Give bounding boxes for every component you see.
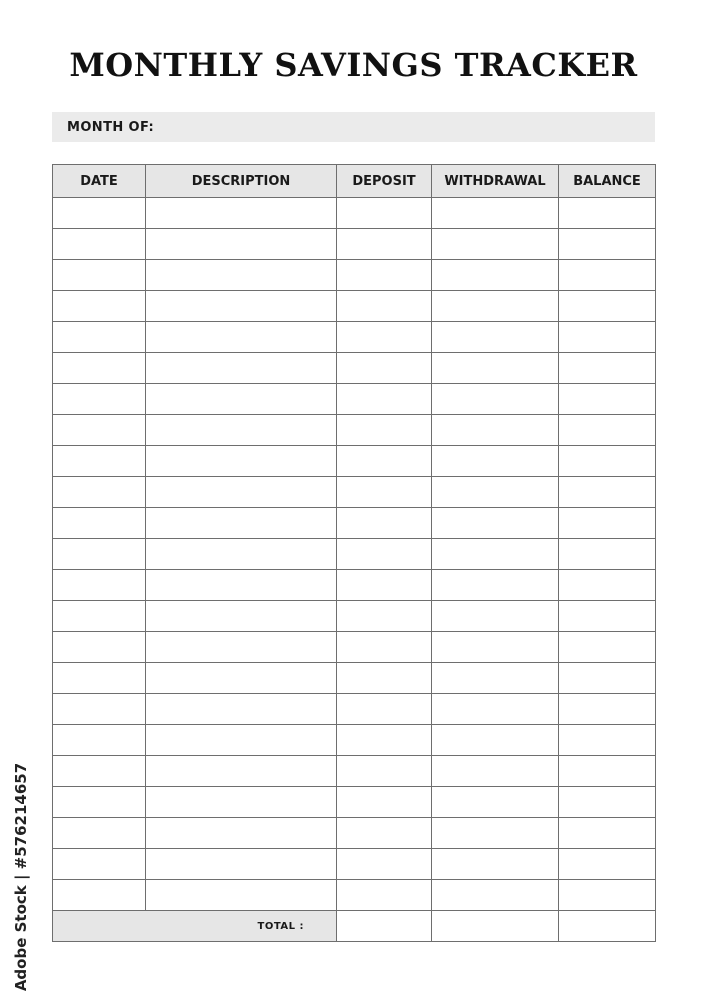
deposit-cell[interactable] — [337, 849, 432, 880]
date-cell[interactable] — [53, 632, 146, 663]
balance-cell[interactable] — [559, 353, 656, 384]
total-label: TOTAL : — [53, 911, 337, 942]
table-row — [53, 601, 656, 632]
date-cell[interactable] — [53, 601, 146, 632]
balance-cell[interactable] — [559, 632, 656, 663]
date-cell[interactable] — [53, 477, 146, 508]
date-cell[interactable] — [53, 446, 146, 477]
balance-cell[interactable] — [559, 477, 656, 508]
date-cell[interactable] — [53, 229, 146, 260]
stock-id-label — [10, 762, 32, 992]
date-cell[interactable] — [53, 415, 146, 446]
table-row — [53, 508, 656, 539]
withdrawal-cell[interactable] — [432, 694, 559, 725]
date-cell[interactable] — [53, 694, 146, 725]
date-cell[interactable] — [53, 508, 146, 539]
balance-cell[interactable] — [559, 384, 656, 415]
description-cell[interactable] — [146, 260, 337, 291]
date-cell[interactable] — [53, 384, 146, 415]
description-cell[interactable] — [146, 508, 337, 539]
date-cell[interactable] — [53, 663, 146, 694]
description-cell[interactable] — [146, 601, 337, 632]
balance-cell[interactable] — [559, 849, 656, 880]
header-deposit: DEPOSIT — [337, 165, 432, 198]
date-cell[interactable] — [53, 818, 146, 849]
description-cell[interactable] — [146, 384, 337, 415]
deposit-cell[interactable] — [337, 384, 432, 415]
deposit-cell[interactable] — [337, 880, 432, 911]
deposit-cell[interactable] — [337, 415, 432, 446]
balance-cell[interactable] — [559, 756, 656, 787]
deposit-cell[interactable] — [337, 818, 432, 849]
date-cell[interactable] — [53, 880, 146, 911]
withdrawal-cell[interactable] — [432, 539, 559, 570]
balance-cell[interactable] — [559, 694, 656, 725]
withdrawal-cell[interactable] — [432, 508, 559, 539]
deposit-cell[interactable] — [337, 601, 432, 632]
table-row — [53, 322, 656, 353]
balance-cell[interactable] — [559, 322, 656, 353]
description-cell[interactable] — [146, 756, 337, 787]
date-cell[interactable] — [53, 353, 146, 384]
table-row — [53, 632, 656, 663]
balance-cell[interactable] — [559, 415, 656, 446]
deposit-cell[interactable] — [337, 229, 432, 260]
deposit-cell[interactable] — [337, 322, 432, 353]
deposit-cell[interactable] — [337, 570, 432, 601]
withdrawal-cell[interactable] — [432, 725, 559, 756]
date-cell[interactable] — [53, 260, 146, 291]
withdrawal-cell[interactable] — [432, 446, 559, 477]
withdrawal-cell[interactable] — [432, 756, 559, 787]
description-cell[interactable] — [146, 694, 337, 725]
description-cell[interactable] — [146, 229, 337, 260]
balance-cell[interactable] — [559, 508, 656, 539]
balance-cell[interactable] — [559, 570, 656, 601]
deposit-cell[interactable] — [337, 508, 432, 539]
table-row — [53, 260, 656, 291]
page-title: MONTHLY SAVINGS TRACKER — [69, 46, 638, 84]
table-row — [53, 570, 656, 601]
withdrawal-cell[interactable] — [432, 477, 559, 508]
withdrawal-cell[interactable] — [432, 880, 559, 911]
table-row — [53, 477, 656, 508]
table-row — [53, 694, 656, 725]
balance-cell[interactable] — [559, 601, 656, 632]
balance-cell[interactable] — [559, 818, 656, 849]
balance-cell[interactable] — [559, 787, 656, 818]
balance-cell[interactable] — [559, 260, 656, 291]
header-date: DATE — [53, 165, 146, 198]
date-cell[interactable] — [53, 787, 146, 818]
withdrawal-cell[interactable] — [432, 353, 559, 384]
month-of-label: MONTH OF: — [67, 119, 155, 135]
table-row — [53, 880, 656, 911]
date-cell[interactable] — [53, 725, 146, 756]
deposit-cell[interactable] — [337, 291, 432, 322]
table-row — [53, 756, 656, 787]
balance-cell[interactable] — [559, 880, 656, 911]
withdrawal-cell[interactable] — [432, 415, 559, 446]
deposit-cell[interactable] — [337, 756, 432, 787]
total-balance-cell[interactable] — [559, 911, 656, 942]
withdrawal-cell[interactable] — [432, 787, 559, 818]
table-row — [53, 725, 656, 756]
table-row — [53, 446, 656, 477]
description-cell[interactable] — [146, 632, 337, 663]
withdrawal-cell[interactable] — [432, 663, 559, 694]
deposit-cell[interactable] — [337, 353, 432, 384]
withdrawal-cell[interactable] — [432, 601, 559, 632]
withdrawal-cell[interactable] — [432, 198, 559, 229]
total-row — [53, 911, 656, 942]
table-row — [53, 818, 656, 849]
withdrawal-cell[interactable] — [432, 632, 559, 663]
withdrawal-cell[interactable] — [432, 322, 559, 353]
balance-cell[interactable] — [559, 198, 656, 229]
withdrawal-cell[interactable] — [432, 291, 559, 322]
withdrawal-cell[interactable] — [432, 229, 559, 260]
total-withdrawal-cell[interactable] — [432, 911, 559, 942]
description-cell[interactable] — [146, 477, 337, 508]
description-cell[interactable] — [146, 880, 337, 911]
month-of-bar — [52, 112, 655, 142]
description-cell[interactable] — [146, 725, 337, 756]
deposit-cell[interactable] — [337, 198, 432, 229]
description-cell[interactable] — [146, 787, 337, 818]
date-cell[interactable] — [53, 322, 146, 353]
description-cell[interactable] — [146, 818, 337, 849]
withdrawal-cell[interactable] — [432, 818, 559, 849]
date-cell[interactable] — [53, 198, 146, 229]
description-cell[interactable] — [146, 291, 337, 322]
balance-cell[interactable] — [559, 663, 656, 694]
deposit-cell[interactable] — [337, 446, 432, 477]
table-row — [53, 291, 656, 322]
date-cell[interactable] — [53, 756, 146, 787]
withdrawal-cell[interactable] — [432, 570, 559, 601]
deposit-cell[interactable] — [337, 260, 432, 291]
deposit-cell[interactable] — [337, 663, 432, 694]
date-cell[interactable] — [53, 291, 146, 322]
date-cell[interactable] — [53, 539, 146, 570]
description-cell[interactable] — [146, 322, 337, 353]
deposit-cell[interactable] — [337, 539, 432, 570]
table-header-row — [53, 165, 656, 198]
deposit-cell[interactable] — [337, 787, 432, 818]
description-cell[interactable] — [146, 539, 337, 570]
stock-id-text: Adobe Stock | #576214657 — [12, 762, 31, 992]
table-row — [53, 198, 656, 229]
header-balance: BALANCE — [559, 165, 656, 198]
balance-cell[interactable] — [559, 539, 656, 570]
deposit-cell[interactable] — [337, 632, 432, 663]
balance-cell[interactable] — [559, 725, 656, 756]
description-cell[interactable] — [146, 198, 337, 229]
table-row — [53, 384, 656, 415]
description-cell[interactable] — [146, 849, 337, 880]
deposit-cell[interactable] — [337, 725, 432, 756]
description-cell[interactable] — [146, 353, 337, 384]
description-cell[interactable] — [146, 570, 337, 601]
deposit-cell[interactable] — [337, 477, 432, 508]
balance-cell[interactable] — [559, 446, 656, 477]
date-cell[interactable] — [53, 849, 146, 880]
header-description: DESCRIPTION — [146, 165, 337, 198]
table-row — [53, 787, 656, 818]
savings-table — [52, 164, 656, 942]
withdrawal-cell[interactable] — [432, 384, 559, 415]
balance-cell[interactable] — [559, 291, 656, 322]
header-withdrawal: WITHDRAWAL — [432, 165, 559, 198]
balance-cell[interactable] — [559, 229, 656, 260]
table-body — [53, 198, 656, 911]
description-cell[interactable] — [146, 663, 337, 694]
table-row — [53, 229, 656, 260]
withdrawal-cell[interactable] — [432, 849, 559, 880]
table-row — [53, 353, 656, 384]
table-row — [53, 539, 656, 570]
description-cell[interactable] — [146, 446, 337, 477]
deposit-cell[interactable] — [337, 694, 432, 725]
description-cell[interactable] — [146, 415, 337, 446]
withdrawal-cell[interactable] — [432, 260, 559, 291]
total-deposit-cell[interactable] — [337, 911, 432, 942]
date-cell[interactable] — [53, 570, 146, 601]
table-row — [53, 663, 656, 694]
table-row — [53, 849, 656, 880]
table-row — [53, 415, 656, 446]
